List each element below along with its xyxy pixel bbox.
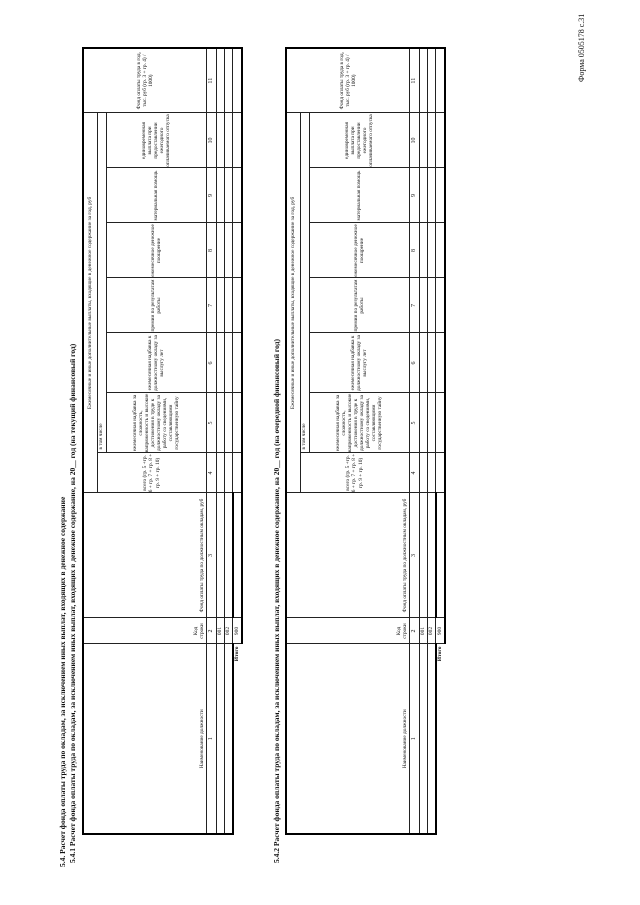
row-name-cell[interactable] [216, 644, 224, 834]
col-number: 1 [206, 644, 216, 834]
table-cell[interactable] [233, 393, 242, 453]
col-number: 5 [206, 393, 216, 453]
col-number: 11 [409, 48, 419, 113]
row-name-cell[interactable] [427, 644, 436, 834]
total-row [233, 48, 242, 834]
table-cell[interactable] [224, 113, 233, 168]
table-cell[interactable] [224, 333, 233, 393]
col-header-4: всего (гр. 5 +гр. 6 + гр. 7 + гр. 8 + гр. 9 + гр. 10) [97, 453, 206, 493]
table-cell[interactable] [419, 168, 427, 223]
table-cell[interactable] [427, 113, 436, 168]
table-cell[interactable] [216, 393, 224, 453]
form-code: Форма 0505178 с.31 [577, 13, 586, 82]
col-number: 9 [206, 168, 216, 223]
table-cell[interactable] [436, 493, 445, 618]
table-cell[interactable] [224, 223, 233, 278]
table-row [427, 48, 436, 834]
col-number: 8 [206, 223, 216, 278]
col-header-10: единовременная выплата при предоставлении ежегодного оплачиваемого отпуска [309, 113, 409, 168]
table-cell[interactable] [224, 168, 233, 223]
col-header-6: ежемесячная надбавка к должностному окладу за выслугу лет [106, 333, 206, 393]
table-row [224, 48, 233, 834]
col-number: 6 [409, 333, 419, 393]
table-cell[interactable] [436, 48, 445, 113]
col-number: 8 [409, 223, 419, 278]
col-number: 2 [206, 618, 216, 644]
total-label: Итого [234, 646, 241, 662]
row-name-cell[interactable] [419, 644, 427, 834]
subsection-1-table [82, 47, 243, 835]
col-number-row [206, 48, 216, 834]
col-header-8: ежемесячное денежное поощрение [309, 223, 409, 278]
table-cell[interactable] [419, 113, 427, 168]
table-row [419, 48, 427, 834]
col-subgroup-header: в том числе [300, 113, 309, 453]
row-code: 001 [419, 618, 427, 644]
table-row [216, 48, 224, 834]
table-cell[interactable] [216, 333, 224, 393]
table-cell[interactable] [419, 493, 427, 618]
col-header-9: материальная помощь [106, 168, 206, 223]
col-header-11: Фонд оплаты труда в год, тыс. руб (гр. 3 + гр. 4) / 1000) [83, 48, 206, 113]
col-header-2: Код строки [83, 618, 206, 644]
col-number: 4 [206, 453, 216, 493]
table-cell[interactable] [419, 48, 427, 113]
col-group-header: Ежемесячные и иные дополнительные выплаты, входящие в денежное содержание за год, руб [286, 113, 300, 493]
table-cell[interactable] [436, 278, 445, 333]
col-header-1: Наименование должности [286, 644, 409, 834]
row-name-cell[interactable] [224, 644, 233, 834]
col-header-7: премии по результатам работы [309, 278, 409, 333]
table-cell[interactable] [427, 333, 436, 393]
col-number: 7 [206, 278, 216, 333]
col-header-7: премии по результатам работы [106, 278, 206, 333]
row-code: 001 [216, 618, 224, 644]
table-cell[interactable] [427, 48, 436, 113]
table-cell[interactable] [427, 278, 436, 333]
col-header-2: Код строки [286, 618, 409, 644]
col-header-10: единовременная выплата при предоставлении ежегодного оплачиваемого отпуска [106, 113, 206, 168]
col-header-6: ежемесячная надбавка к должностному окладу за выслугу лет [309, 333, 409, 393]
table-cell[interactable] [419, 223, 427, 278]
table-cell[interactable] [436, 333, 445, 393]
col-header-9: материальная помощь [309, 168, 409, 223]
table-cell[interactable] [216, 113, 224, 168]
col-header-5: ежемесячная надбавка за сложность, напряженность и высокие достижения в труде к должностному окладу за работу со сведениями, составляющими государственную тайну [106, 393, 206, 453]
col-subgroup-header: в том числе [97, 113, 106, 453]
table-cell[interactable] [224, 493, 233, 618]
table-cell[interactable] [427, 223, 436, 278]
section-title: 5.4. Расчет фонда оплаты труда по окладам, за исключением иных выплат, входящих в денежное содержание [58, 496, 67, 867]
table-cell[interactable] [216, 48, 224, 113]
col-number: 3 [206, 493, 216, 618]
table-cell[interactable] [427, 168, 436, 223]
table-cell[interactable] [436, 168, 445, 223]
subsection-2-table [285, 47, 446, 835]
col-number: 6 [206, 333, 216, 393]
table-cell[interactable] [233, 493, 242, 618]
col-header-3: Фонд оплаты труда по должностным окладам, руб [286, 493, 409, 618]
table-cell[interactable] [233, 278, 242, 333]
col-number-row [409, 48, 419, 834]
table-cell[interactable] [419, 278, 427, 333]
table-cell[interactable] [233, 453, 242, 493]
row-code: 002 [224, 618, 233, 644]
row-code: 002 [427, 618, 436, 644]
col-group-header: Ежемесячные и иные дополнительные выплаты, входящие в денежное содержание за год, руб [83, 113, 97, 493]
col-header-1: Наименование должности [83, 644, 206, 834]
table-cell[interactable] [427, 393, 436, 453]
table-cell[interactable] [233, 168, 242, 223]
table-cell[interactable] [216, 168, 224, 223]
table-cell[interactable] [233, 113, 242, 168]
col-number: 11 [206, 48, 216, 113]
row-code: 900 [233, 618, 242, 644]
table-cell[interactable] [224, 393, 233, 453]
table-cell[interactable] [216, 493, 224, 618]
col-number: 1 [409, 644, 419, 834]
col-number: 7 [409, 278, 419, 333]
col-header-4: всего (гр. 5 +гр. 6 + гр. 7 + гр. 8 + гр. 9 + гр. 10) [300, 453, 409, 493]
table-cell[interactable] [419, 393, 427, 453]
col-number: 3 [409, 493, 419, 618]
col-header-5: ежемесячная надбавка за сложность, напряженность и высокие достижения в труде к должностному окладу за работу со сведениями, составляющими государственную тайну [309, 393, 409, 453]
table-cell[interactable] [427, 453, 436, 493]
table-cell[interactable] [224, 453, 233, 493]
table-cell[interactable] [427, 493, 436, 618]
table-cell[interactable] [233, 223, 242, 278]
col-number: 4 [409, 453, 419, 493]
total-row [436, 48, 445, 834]
table-cell[interactable] [216, 453, 224, 493]
col-number: 10 [206, 113, 216, 168]
table-cell[interactable] [233, 48, 242, 113]
subsection-1-title: 5.4.1 Расчет фонда оплаты труда по окладам, за исключением иных выплат, входящих в денежное содержание, на 20__ год (на текущий финансовый год) [68, 343, 77, 863]
col-header-3: Фонд оплаты труда по должностным окладам, руб [83, 493, 206, 618]
table-cell[interactable] [436, 453, 445, 493]
table-cell[interactable] [419, 453, 427, 493]
table-cell[interactable] [419, 333, 427, 393]
table-cell[interactable] [436, 393, 445, 453]
table-cell[interactable] [216, 223, 224, 278]
table-cell[interactable] [224, 48, 233, 113]
col-number: 10 [409, 113, 419, 168]
table-cell[interactable] [216, 278, 224, 333]
table-cell[interactable] [436, 223, 445, 278]
col-number: 9 [409, 168, 419, 223]
col-number: 5 [409, 393, 419, 453]
subsection-2-title: 5.4.2 Расчет фонда оплаты труда по окладам, за исключением иных выплат, входящих в денежное содержание, на 20__ год (на очередной финансовый год) [272, 339, 281, 863]
col-header-11: Фонд оплаты труда в год, тыс. руб (гр. 3 + гр. 4) / 1000) [286, 48, 409, 113]
col-header-8: ежемесячное денежное поощрение [106, 223, 206, 278]
row-code: 900 [436, 618, 445, 644]
col-number: 2 [409, 618, 419, 644]
table-cell[interactable] [233, 333, 242, 393]
total-label: Итого [437, 646, 444, 662]
table-cell[interactable] [224, 278, 233, 333]
table-cell[interactable] [436, 113, 445, 168]
